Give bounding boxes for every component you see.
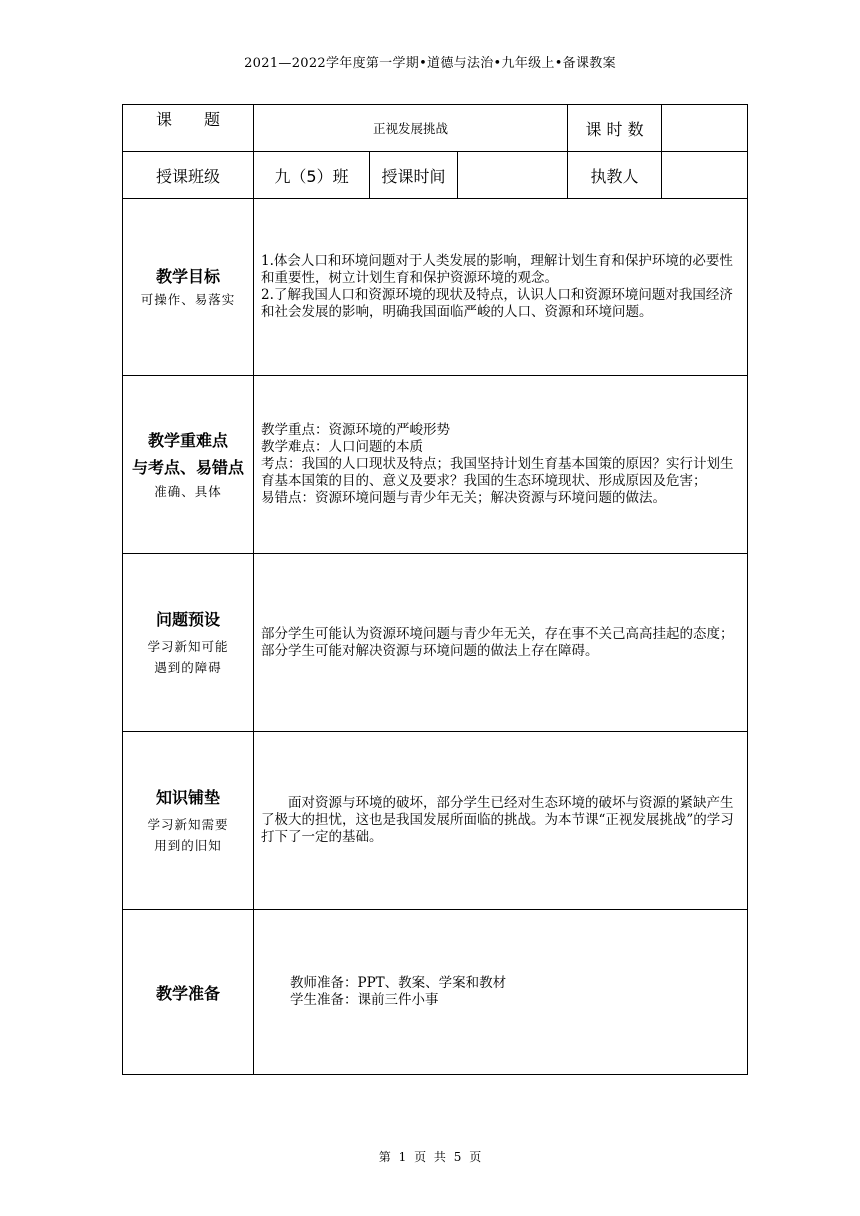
keypoints-label-cell (123, 376, 254, 554)
objectives-sub: 可操作、易落实 (140, 292, 236, 307)
time-label: 授课时间 (370, 152, 458, 199)
page-header: 2021—2022学年度第一学期•道德与法治•九年级上•备课教案 (244, 56, 616, 71)
objective-2: 2.了解我国人口和资源环境的现状及特点，认识人口和资源环境问题对我国经济和社会发展的影响，明确我国面临严峻的人口、资源和环境问题。 (261, 287, 733, 320)
lesson-plan-table (122, 104, 748, 1075)
foundation-row (123, 732, 748, 910)
footer-page-word-2: 页 (469, 1150, 482, 1164)
hours-label: 课 时 数 (568, 105, 662, 152)
foundation-sub-1: 学习新知需要 (147, 817, 229, 832)
teacher-label: 执教人 (568, 152, 662, 199)
class-row (123, 152, 748, 199)
class-value: 九（5）班 (254, 152, 370, 199)
problems-label: 问题预设 (155, 610, 220, 629)
preparation-student: 学生准备：课前三件小事 (290, 992, 439, 1008)
keypoints-sub: 准确、具体 (154, 484, 222, 499)
foundation-label: 知识铺垫 (155, 788, 220, 807)
preparation-content (254, 910, 748, 1075)
problems-sub-2: 遇到的障碍 (154, 660, 222, 675)
keypoints-row (123, 376, 748, 554)
objectives-row (123, 199, 748, 376)
topic-label: 课 题 (123, 105, 254, 152)
footer-page-number: 1 (398, 1150, 407, 1164)
problem-2: 部分学生可能对解决资源与环境问题的做法上存在障碍。 (261, 642, 599, 659)
problems-label-cell (123, 554, 254, 732)
objective-1: 1.体会人口和环境问题对于人类发展的影响，理解计划生育和保护环境的必要性和重要性，树立计划生育和保护资源环境的观念。 (261, 253, 733, 286)
keypoint-3: 考点：我国的人口现状及特点；我国坚持计划生育基本国策的原因？实行计划生育基本国策的目的、意义及要求？我国的生态环境现状、形成原因及危害； (261, 456, 734, 489)
objectives-label: 教学目标 (155, 267, 220, 286)
foundation-content (254, 732, 748, 910)
hours-value (662, 105, 748, 152)
footer-total-word: 共 (433, 1150, 446, 1164)
problem-1: 部分学生可能认为资源环境问题与青少年无关，存在事不关己高高挂起的态度； (261, 625, 734, 642)
time-value (458, 152, 568, 199)
foundation-sub-2: 用到的旧知 (154, 838, 222, 853)
footer-page-word: 页 (414, 1150, 427, 1164)
foundation-label-cell (123, 732, 254, 910)
footer-total-number: 5 (453, 1150, 462, 1164)
keypoints-label-2: 与考点、易错点 (131, 458, 244, 477)
keypoint-1: 教学重点：资源环境的严峻形势 (261, 422, 450, 438)
objectives-label-cell (123, 199, 254, 376)
problems-sub-1: 学习新知可能 (147, 639, 229, 654)
topic-row (123, 105, 748, 152)
problems-row (123, 554, 748, 732)
keypoint-2: 教学难点：人口问题的本质 (261, 439, 423, 455)
footer-prefix: 第 (378, 1150, 391, 1164)
keypoints-label-1: 教学重难点 (147, 431, 228, 450)
teacher-value (662, 152, 748, 199)
problems-content (254, 554, 748, 732)
objectives-content (254, 199, 748, 376)
preparation-row (123, 910, 748, 1075)
foundation-text: 面对资源与环境的破坏，部分学生已经对生态环境的破坏与资源的紧缺产生了极大的担忧，这也是我国发展所面临的挑战。为本节课“正视发展挑战”的学习打下了一定的基础。 (261, 795, 734, 845)
preparation-label: 教学准备 (123, 910, 254, 1075)
class-label: 授课班级 (123, 152, 254, 199)
page-footer (0, 1148, 860, 1165)
keypoints-content (254, 376, 748, 554)
preparation-teacher: 教师准备：PPT、教案、学案和教材 (290, 975, 507, 991)
topic-value: 正视发展挑战 (254, 105, 568, 152)
keypoint-4: 易错点：资源环境问题与青少年无关；解决资源与环境问题的做法。 (261, 490, 666, 506)
